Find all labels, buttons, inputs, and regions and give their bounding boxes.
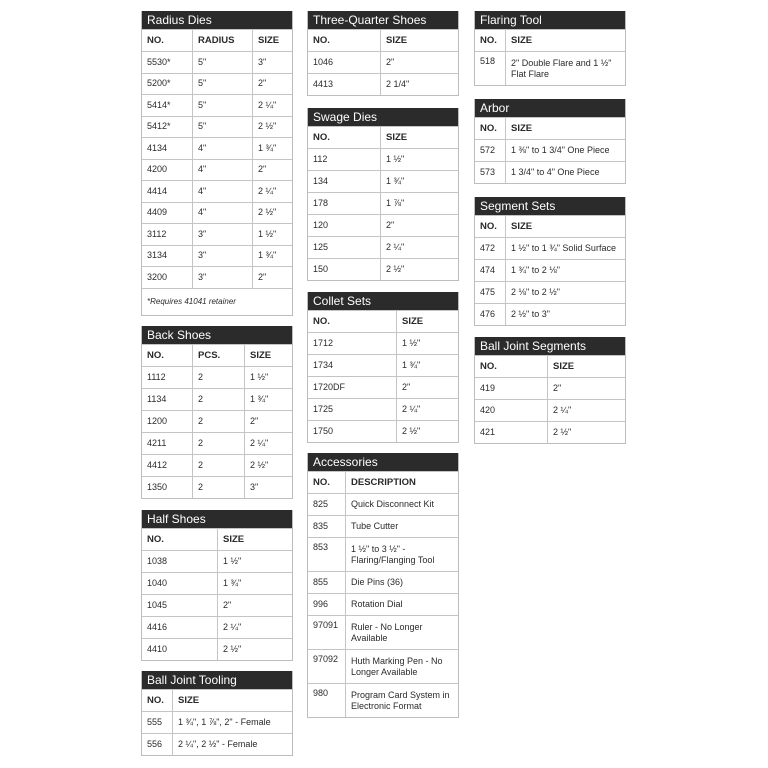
table-row [308, 258, 458, 280]
cell-description: Program Card System in Electronic Format [345, 684, 458, 717]
cell-size: 1 ½" [252, 224, 292, 245]
cell-no: 1725 [313, 404, 334, 414]
cell-size: 1 ½" [244, 367, 292, 388]
column-header: SIZE [380, 127, 458, 148]
column-header: RADIUS [192, 30, 252, 51]
cell-radius: 3" [192, 267, 252, 288]
table-row [475, 51, 625, 85]
table-row [308, 214, 458, 236]
table-radius-dies [141, 11, 293, 316]
cell-no: 97092 [313, 654, 339, 664]
table-row [142, 454, 292, 476]
table-title: Collet Sets [308, 292, 458, 310]
cell-size: 2" [252, 74, 292, 95]
table-note-row [142, 288, 292, 315]
table-title: Segment Sets [475, 197, 625, 215]
cell-size: 2 ½" [547, 422, 625, 443]
cell-size: 1 ⅜" to 1 3/4" One Piece [505, 140, 625, 161]
table-header-row [308, 310, 458, 332]
table-header-row [308, 126, 458, 148]
cell-no: 4211 [147, 438, 167, 448]
cell-no: 518 [480, 56, 496, 66]
table-row [308, 649, 458, 683]
cell-description: Quick Disconnect Kit [345, 494, 458, 515]
cell-no: 97091 [313, 620, 339, 630]
table-row [475, 399, 625, 421]
cell-no: 5414* [147, 99, 171, 110]
table-header-row [475, 29, 625, 51]
table-row [308, 420, 458, 442]
cell-no: 996 [313, 599, 329, 609]
table-header-row [142, 528, 292, 550]
cell-pcs: 2 [192, 367, 244, 388]
cell-pcs: 2 [192, 411, 244, 432]
cell-size: 2 ½" [217, 639, 292, 660]
cell-no: 5412* [147, 121, 171, 132]
cell-no: 835 [313, 521, 329, 531]
table-title: Flaring Tool [475, 11, 625, 29]
cell-description: 1 ½" to 3 ½" - Flaring/Flanging Tool [345, 538, 458, 571]
cell-no: 112 [313, 154, 328, 164]
column-header: SIZE [396, 311, 458, 332]
cell-size: 2 ½" [396, 421, 458, 442]
cell-size: 2 ½" [244, 455, 292, 476]
cell-description: Die Pins (36) [345, 572, 458, 593]
table-row [308, 73, 458, 95]
cell-radius: 3" [192, 246, 252, 267]
cell-no: 1200 [147, 416, 168, 426]
table-row [308, 398, 458, 420]
column-header: NO. [147, 695, 164, 706]
table-row [142, 223, 292, 245]
cell-no: 980 [313, 688, 329, 698]
cell-size: 2 ¼" [252, 95, 292, 116]
table-row [475, 377, 625, 399]
table-row [142, 594, 292, 616]
table-row [142, 137, 292, 159]
column-header: SIZE [172, 690, 292, 711]
column-header: SIZE [252, 30, 292, 51]
table-header-row [308, 29, 458, 51]
column-header: NO. [480, 123, 497, 134]
table-title: Back Shoes [142, 326, 292, 344]
table-row [142, 94, 292, 116]
cell-no: 1046 [313, 57, 334, 67]
cell-size: 2 ⅛" to 2 ½" [505, 282, 625, 303]
table-row [308, 170, 458, 192]
table-title: Ball Joint Segments [475, 337, 625, 355]
cell-no: 178 [313, 198, 329, 208]
cell-pcs: 2 [192, 389, 244, 410]
table-row [308, 332, 458, 354]
table-row [308, 571, 458, 593]
cell-pcs: 2 [192, 477, 244, 498]
column-header: NO. [313, 316, 330, 327]
cell-no: 4134 [147, 142, 168, 153]
cell-no: 1045 [147, 600, 168, 610]
cell-no: 120 [313, 220, 329, 230]
table-header-row [142, 29, 292, 51]
table-title: Three-Quarter Shoes [308, 11, 458, 29]
cell-size: 2" [252, 267, 292, 288]
table-row [142, 638, 292, 660]
table-header-row [308, 471, 458, 493]
table-title: Swage Dies [308, 108, 458, 126]
cell-size: 3" [244, 477, 292, 498]
cell-size: 2 ¼" [380, 237, 458, 258]
table-row [142, 410, 292, 432]
table-row [142, 388, 292, 410]
column-header: NO. [313, 35, 330, 46]
cell-description: Rotation Dial [345, 594, 458, 615]
table-row [142, 116, 292, 138]
column-header: SIZE [380, 30, 458, 51]
cell-no: 125 [313, 242, 329, 252]
table-row [475, 259, 625, 281]
table-arbor [474, 99, 626, 184]
cell-size: 2 ¼" [252, 181, 292, 202]
cell-pcs: 2 [192, 455, 244, 476]
cell-radius: 5" [192, 117, 252, 138]
cell-no: 4410 [147, 644, 168, 654]
column-header: DESCRIPTION [345, 472, 458, 493]
cell-no: 3200 [147, 271, 168, 282]
cell-no: 5200* [147, 78, 171, 89]
cell-size: 2 ¼" [217, 617, 292, 638]
column-header: SIZE [217, 529, 292, 550]
table-row [308, 493, 458, 515]
table-row [142, 711, 292, 733]
column-header: SIZE [505, 30, 625, 51]
table-row [308, 192, 458, 214]
cell-size: 2 ¼" [244, 433, 292, 454]
cell-description: Ruler - No Longer Available [345, 616, 458, 649]
table-row [475, 237, 625, 259]
table-header-row [475, 215, 625, 237]
cell-size: 2 ¼" [547, 400, 625, 421]
table-row [475, 139, 625, 161]
table-row [142, 51, 292, 73]
table-row [308, 515, 458, 537]
cell-size: 1 ¾" to 2 ⅛" [505, 260, 625, 281]
cell-no: 1040 [147, 578, 168, 588]
cell-radius: 5" [192, 52, 252, 73]
table-header-row [142, 689, 292, 711]
cell-size: 2" [396, 377, 458, 398]
cell-no: 825 [313, 499, 329, 509]
cell-size: 2 ¼" [396, 399, 458, 420]
cell-no: 1712 [313, 338, 334, 348]
table-row [142, 733, 292, 755]
table-segment-sets [474, 197, 626, 326]
cell-size: 2" [244, 411, 292, 432]
cell-no: 419 [480, 383, 496, 393]
table-row [308, 354, 458, 376]
cell-radius: 4" [192, 181, 252, 202]
column-header: NO. [313, 477, 330, 488]
table-collet-sets [307, 292, 459, 443]
table-row [142, 550, 292, 572]
cell-pcs: 2 [192, 433, 244, 454]
cell-size: 2" [252, 160, 292, 181]
cell-no: 5530* [147, 56, 171, 67]
table-row [142, 366, 292, 388]
table-flaring-tool [474, 11, 626, 86]
table-title: Radius Dies [142, 11, 292, 29]
table-row [308, 236, 458, 258]
cell-size: 1 ¾" [244, 389, 292, 410]
table-row [142, 180, 292, 202]
cell-size: 2 ½" [252, 117, 292, 138]
cell-size: 2" Double Flare and 1 ½" Flat Flare [505, 52, 625, 85]
cell-no: 134 [313, 176, 329, 186]
cell-size: 2 ½" to 3" [505, 304, 625, 325]
column-header: SIZE [505, 118, 625, 139]
cell-radius: 3" [192, 224, 252, 245]
cell-size: 2 ½" [252, 203, 292, 224]
cell-no: 421 [480, 427, 496, 437]
cell-size: 1 ¾" [217, 573, 292, 594]
cell-size: 2 1/4" [380, 74, 458, 95]
column-header: SIZE [505, 216, 625, 237]
column-header: NO. [147, 350, 164, 361]
cell-no: 4413 [313, 79, 334, 89]
cell-no: 476 [480, 309, 496, 319]
table-title: Ball Joint Tooling [142, 671, 292, 689]
table-title: Accessories [308, 453, 458, 471]
table-row [308, 593, 458, 615]
cell-no: 472 [480, 243, 496, 253]
cell-size: 1 ½" [396, 333, 458, 354]
cell-no: 3134 [147, 250, 168, 261]
table-row [142, 572, 292, 594]
cell-description: Huth Marking Pen - No Longer Available [345, 650, 458, 683]
cell-no: 150 [313, 264, 329, 274]
cell-size: 1 3/4" to 4" One Piece [505, 162, 625, 183]
cell-no: 572 [480, 145, 496, 155]
table-row [475, 161, 625, 183]
table-row [142, 432, 292, 454]
cell-size: 2 ½" [380, 259, 458, 280]
cell-no: 475 [480, 287, 496, 297]
table-title: Half Shoes [142, 510, 292, 528]
table-row [142, 266, 292, 288]
table-title: Arbor [475, 99, 625, 117]
cell-size: 2" [380, 215, 458, 236]
cell-no: 4416 [147, 622, 168, 632]
cell-no: 474 [480, 265, 496, 275]
cell-radius: 5" [192, 74, 252, 95]
cell-no: 3112 [147, 228, 167, 239]
table-row [308, 376, 458, 398]
table-accessories [307, 453, 459, 718]
cell-size: 1 ⅞" [380, 193, 458, 214]
cell-no: 556 [147, 739, 163, 749]
cell-size: 1 ½" [217, 551, 292, 572]
cell-no: 1350 [147, 482, 168, 492]
cell-no: 855 [313, 577, 329, 587]
table-row [308, 615, 458, 649]
cell-size: 1 ¾" [252, 138, 292, 159]
cell-no: 1134 [147, 394, 167, 404]
table-half-shoes [141, 510, 293, 661]
cell-no: 420 [480, 405, 496, 415]
cell-radius: 4" [192, 138, 252, 159]
cell-no: 1750 [313, 426, 334, 436]
cell-no: 573 [480, 167, 496, 177]
table-header-row [475, 117, 625, 139]
cell-radius: 4" [192, 203, 252, 224]
table-back-shoes [141, 326, 293, 499]
cell-no: 555 [147, 717, 163, 727]
table-row [142, 245, 292, 267]
cell-size: 2" [380, 52, 458, 73]
cell-radius: 4" [192, 160, 252, 181]
column-header: NO. [480, 361, 497, 372]
column-header: NO. [480, 35, 497, 46]
cell-size: 2" [547, 378, 625, 399]
table-three-quarter-shoes [307, 11, 459, 96]
column-header: NO. [313, 132, 330, 143]
cell-radius: 5" [192, 95, 252, 116]
table-header-row [142, 344, 292, 366]
column-header: PCS. [192, 345, 244, 366]
table-row [142, 202, 292, 224]
footnote: *Requires 41041 retainer [147, 297, 236, 306]
cell-no: 1112 [147, 372, 166, 382]
cell-no: 853 [313, 542, 329, 552]
table-row [475, 303, 625, 325]
table-header-row [475, 355, 625, 377]
table-row [308, 537, 458, 571]
column-header: SIZE [244, 345, 292, 366]
cell-no: 4412 [147, 460, 168, 470]
table-row [475, 281, 625, 303]
cell-size: 2" [217, 595, 292, 616]
table-row [308, 51, 458, 73]
cell-size: 1 ½" [380, 149, 458, 170]
cell-size: 1 ¾" [396, 355, 458, 376]
column-header: NO. [480, 221, 497, 232]
column-header: SIZE [547, 356, 625, 377]
cell-size: 1 ½" to 1 ¾" Solid Surface [505, 238, 625, 259]
cell-size: 1 ¾", 1 ⅞", 2" - Female [172, 712, 292, 733]
table-row [142, 159, 292, 181]
cell-no: 4414 [147, 185, 168, 196]
cell-description: Tube Cutter [345, 516, 458, 537]
cell-no: 4409 [147, 207, 168, 218]
cell-size: 1 ¾" [252, 246, 292, 267]
table-row [308, 683, 458, 717]
cell-no: 4200 [147, 164, 168, 175]
cell-no: 1734 [313, 360, 334, 370]
table-row [142, 616, 292, 638]
cell-size: 2 ¼", 2 ½" - Female [172, 734, 292, 755]
table-row [475, 421, 625, 443]
table-row [308, 148, 458, 170]
column-header: NO. [147, 534, 164, 545]
table-swage-dies [307, 108, 459, 281]
column-header: NO. [147, 35, 164, 46]
table-ball-joint-segments [474, 337, 626, 444]
table-row [142, 73, 292, 95]
table-ball-joint-tooling [141, 671, 293, 756]
cell-size: 3" [252, 52, 292, 73]
cell-no: 1038 [147, 556, 168, 566]
table-row [142, 476, 292, 498]
cell-no: 1720DF [313, 382, 346, 392]
cell-size: 1 ¾" [380, 171, 458, 192]
